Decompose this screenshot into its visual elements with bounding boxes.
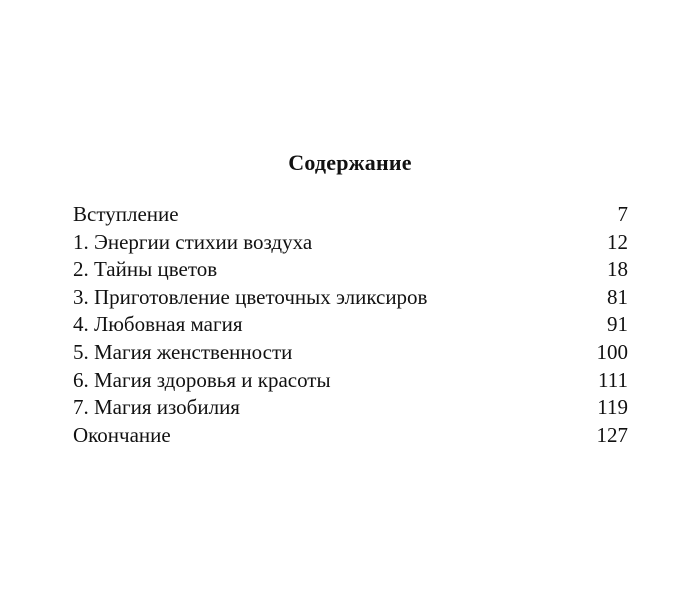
toc-entry (73, 284, 628, 312)
toc-entry-page: 12 (607, 229, 628, 254)
toc-entry-label: 5. Магия женственности (73, 339, 293, 364)
toc-entry-label: Окончание (73, 422, 171, 447)
toc-entry-page: 100 (596, 339, 628, 364)
toc-entry-page: 7 (617, 202, 628, 226)
toc-entry (73, 229, 628, 257)
toc-entry (73, 367, 628, 395)
toc-entry (73, 311, 628, 339)
toc-entry-page: 111 (598, 367, 628, 392)
toc-entry (73, 422, 628, 450)
toc-title: Содержание (288, 150, 412, 175)
toc-entry (73, 256, 628, 284)
toc-entry-label: 1. Энергии стихии воздуха (73, 229, 313, 254)
toc-entry-page: 81 (607, 284, 628, 309)
toc-entry-label: 2. Тайны цветов (73, 257, 218, 282)
toc-entry-page: 18 (607, 257, 628, 282)
toc-entry-label: 6. Магия здоровья и красоты (73, 367, 331, 392)
toc-entry-page: 119 (597, 395, 628, 420)
toc-entry-label: 3. Приготовление цветочных эликсиров (73, 284, 428, 309)
toc-entry (73, 394, 628, 422)
toc-entry-page: 91 (607, 312, 628, 337)
toc-entry (73, 201, 628, 229)
toc-entry-label: Вступление (73, 202, 179, 226)
toc-list (73, 201, 628, 449)
toc-entry-label: 7. Магия изобилия (73, 395, 240, 420)
toc-entry (73, 339, 628, 367)
toc-entry-page: 127 (596, 422, 628, 447)
toc-entry-label: 4. Любовная магия (73, 312, 243, 337)
